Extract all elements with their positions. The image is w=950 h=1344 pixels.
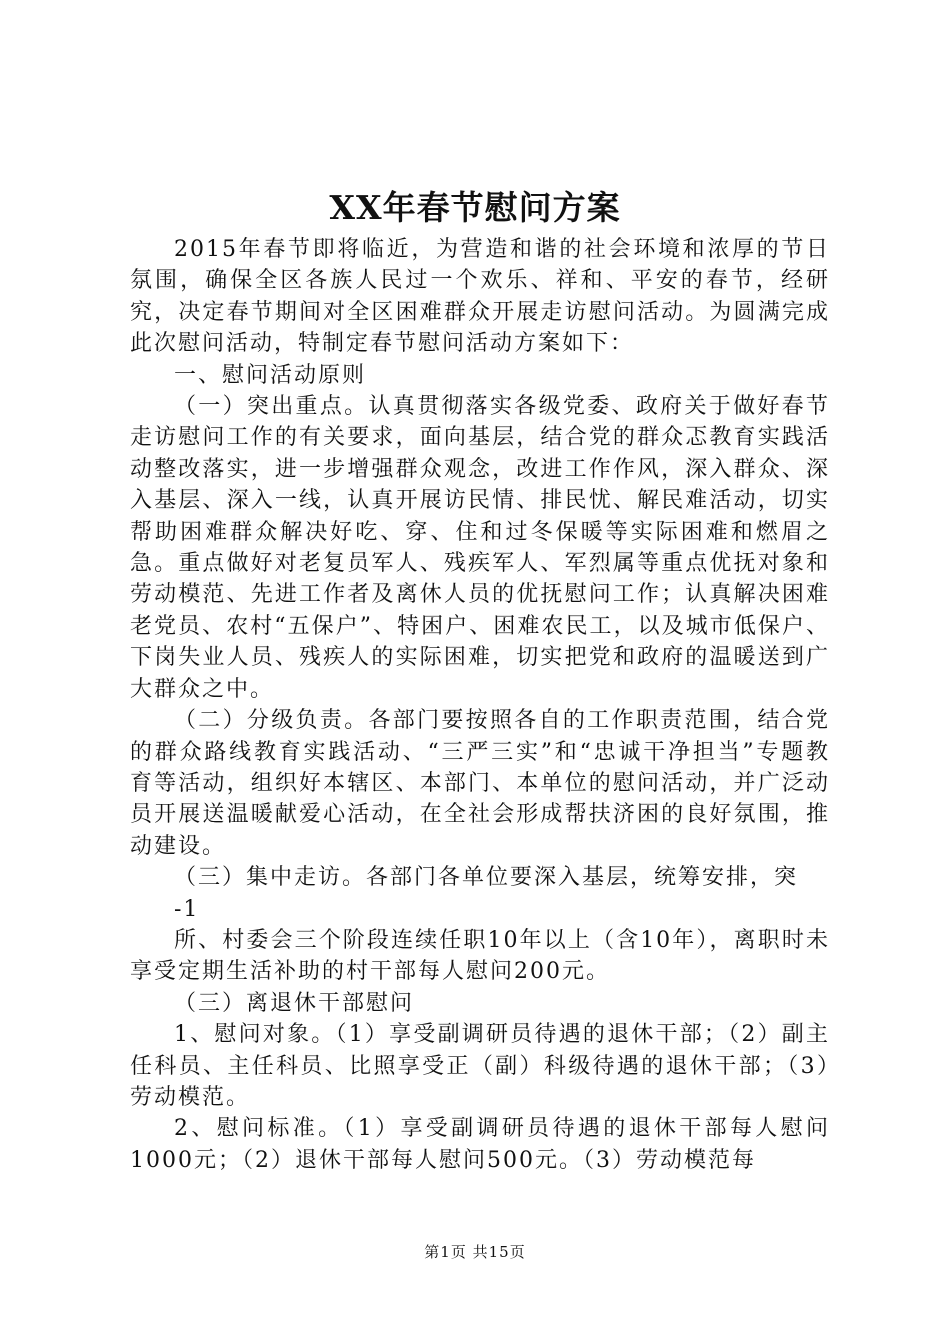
- intro-paragraph: 2015年春节即将临近，为营造和谐的社会环境和浓厚的节日氛围，确保全区各族人民过一个欢乐、祥和、平安的春节，经研究，决定春节期间对全区困难群众开展走访慰问活动。为圆满完成此次慰问活动，特制定春节慰问活动方案如下：: [130, 237, 830, 357]
- paragraph-village-cadres: 所、村委会三个阶段连续任职10年以上（含10年），离职时未享受定期生活补助的村干部每人慰问200元。: [130, 927, 830, 985]
- paragraph-centralized-visits: （三）集中走访。各部门各单位要深入基层，统筹安排，突: [174, 865, 799, 891]
- document-body: [130, 234, 830, 1176]
- paragraph-graded-responsibility: （二）分级负责。各部门要按照各自的工作职责范围，结合党的群众路线教育实践活动、“三严三实”和“忠诚干净担当”专题教育等活动，组织好本辖区、本部门、本单位的慰问活动，并广泛动员开展送温暖献爱心活动，在全社会形成帮扶济困的良好氛围，推动建设。: [130, 708, 830, 859]
- section-heading-principles: 一、慰问活动原则: [174, 362, 367, 388]
- page-footer: 第1页 共15页: [424, 1243, 526, 1261]
- paragraph-visit-targets: 1、慰问对象。（1）享受副调研员待遇的退休干部；（2）副主任科员、主任科员、比照享受正（副）科级待遇的退休干部；（3）劳动模范。: [130, 1022, 830, 1110]
- page-marker: -1: [174, 896, 200, 922]
- paragraph-key-points: （一）突出重点。认真贯彻落实各级党委、政府关于做好春节走访慰问工作的有关要求，面向基层，结合党的群众忑教育实践活动整改落实，进一步增强群众观念，改进工作作风，深入群众、深入基层、深入一线，认真开展访民情、排民忧、解民难活动，切实帮助困难群众解决好吃、穿、住和过冬保暖等实际困难和燃眉之急。重点做好对老复员军人、残疾军人、军烈属等重点优抚对象和劳动模范、先进工作者及离休人员的优抚慰问工作；认真解决困难老党员、农村“五保户”、特困户、困难农民工，以及城市低保户、下岗失业人员、残疾人的实际困难，切实把党和政府的温暖送到广大群众之中。: [130, 394, 830, 702]
- paragraph-visit-standards: 2、慰问标准。（1）享受副调研员待遇的退休干部每人慰问1000元；（2）退休干部每人慰问500元。（3）劳动模范每: [130, 1116, 830, 1173]
- document-title: XX年春节慰问方案: [329, 188, 621, 227]
- section-heading-retired-cadres: （三）离退休干部慰问: [174, 990, 415, 1016]
